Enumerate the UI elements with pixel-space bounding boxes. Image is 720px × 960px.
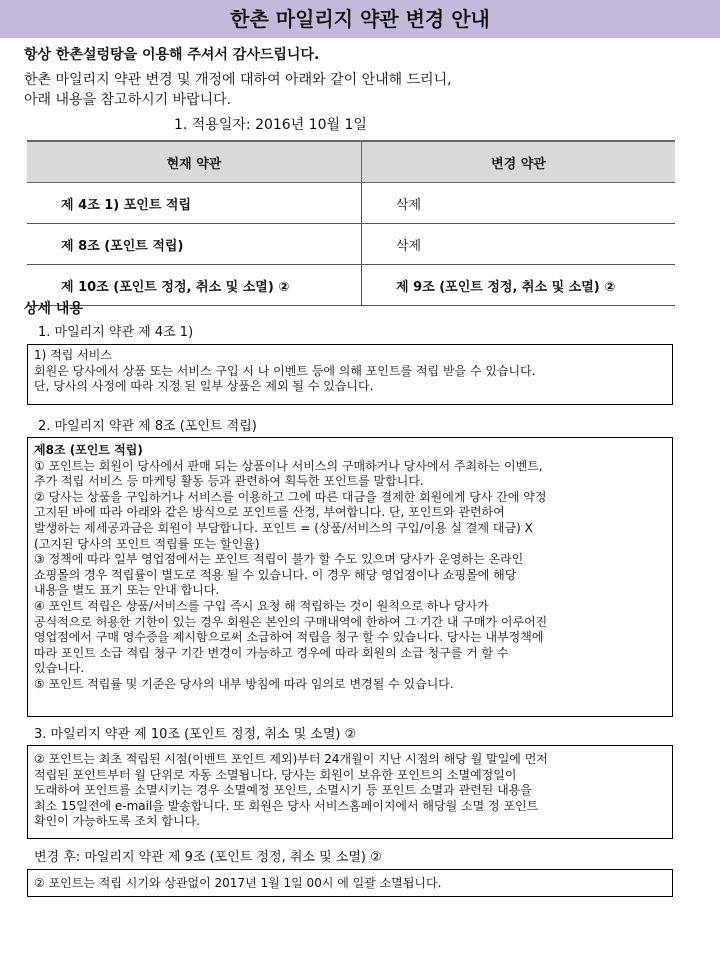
clause-line: 공식적으로 허용한 기한이 있는 경우 회원은 본인의 구매내역에 한하여 그 기간 내 구매가 이루어진 xyxy=(34,614,548,629)
clause-line: ② 당사는 상품을 구입하거나 서비스를 이용하고 그에 따른 대금을 결제한 회원에게 당사 간에 약정 xyxy=(34,489,547,504)
clause-line: 1) 적립 서비스 xyxy=(34,348,112,362)
clause-line: ⑤ 포인트 적립률 및 기준은 당사의 내부 방침에 따라 임의로 변경될 수 있습니다. xyxy=(34,676,454,691)
table-row xyxy=(27,265,675,306)
comparison-table xyxy=(27,140,675,306)
clause-line: 단, 당사의 사정에 따라 지정 된 일부 상품은 제외 될 수 있습니다. xyxy=(34,379,374,394)
table-header-row xyxy=(27,141,675,183)
changed-clause: 제 9조 (포인트 정정, 취소 및 소멸) ② xyxy=(362,265,676,306)
section-title: 2. 마일리지 약관 제 8조 (포인트 적립) xyxy=(38,419,257,434)
header-changed: 변경 약관 xyxy=(362,141,676,183)
intro-line: 한촌 마일리지 약관 변경 및 개정에 대하여 아래와 같이 안내해 드리니, xyxy=(24,72,452,88)
intro-text xyxy=(24,70,452,110)
clause-line: 내용을 별도 표기 또는 안내 합니다. xyxy=(34,583,220,598)
clause-line: ③ 정책에 따라 일부 영업점에서는 포인트 적립이 불가 할 수도 있으며 당사가 운영하는 온라인 xyxy=(34,552,524,567)
current-clause: 제 8조 (포인트 적립) xyxy=(27,224,362,265)
clause-line: ① 포인트는 회원이 당사에서 판매 되는 상품이나 서비스의 구매하거나 당사에서 주최하는 이벤트, xyxy=(34,458,543,473)
section-title: 3. 마일리지 약관 제 10조 (포인트 정정, 취소 및 소멸) ② xyxy=(34,727,357,742)
intro-line: 아래 내용을 참고하시기 바랍니다. xyxy=(24,92,232,108)
header-current: 현재 약관 xyxy=(27,141,362,183)
clause-line: 도래하여 포인트를 소멸시키는 경우 소멸예정 포인트, 소멸시기 등 포인트 소멸과 관련된 내용을 xyxy=(34,783,532,798)
clause-line: 발생하는 제세공과금은 회원이 부담합니다. 포인트 = (상품/서비스의 구입/이용 실 결제 대금) X xyxy=(34,520,533,535)
greeting: 항상 한촌설렁탕을 이용해 주셔서 감사드립니다. xyxy=(24,47,320,63)
clause-line: 최소 15일전에 e-mail을 발송합니다. 또 회원은 당사 서비스홈페이지에서 해당월 소멸 정 포인트 xyxy=(34,798,539,813)
clause-box-8 xyxy=(27,437,673,717)
changed-clause: 삭제 xyxy=(362,183,676,224)
clause-line: 있습니다. xyxy=(34,661,85,676)
table-row xyxy=(27,224,675,265)
clause-line: ② 포인트는 적립 시기와 상관없이 2017년 1월 1일 00시 에 일괄 소멸됩니다. xyxy=(34,876,442,890)
clause-line: 적립된 포인트부터 월 단위로 자동 소멸됩니다. 당사는 회원이 보유한 포인트의 소멸예정일이 xyxy=(34,767,517,782)
clause-line: ④ 포인트 적립은 상품/서비스를 구입 즉시 요청 해 적립하는 것이 원칙으로 하나 당사가 xyxy=(34,598,489,613)
clause-line: 확인이 가능하도록 조치 합니다. xyxy=(34,814,200,829)
table-row xyxy=(27,183,675,224)
clause-heading: 제8조 (포인트 적립) xyxy=(34,443,143,457)
detail-heading: 상세 내용 xyxy=(24,301,83,317)
clause-line: ② 포인트는 최초 적립된 시점(이벤트 포인트 제외)부터 24개월이 지난 시점의 해당 월 말일에 먼저 xyxy=(34,752,548,766)
section-title: 변경 후: 마일리지 약관 제 9조 (포인트 정정, 취소 및 소멸) ② xyxy=(34,850,382,865)
clause-line: 고지된 바에 따라 아래와 같은 방식으로 포인트를 산정, 부여합니다. 단, 포인트와 관련하여 xyxy=(34,505,505,520)
page-title: 한촌 마일리지 약관 변경 안내 xyxy=(0,0,720,38)
current-clause: 제 10조 (포인트 정정, 취소 및 소멸) ② xyxy=(27,265,362,306)
current-clause: 제 4조 1) 포인트 적립 xyxy=(27,183,362,224)
clause-line: 쇼핑몰의 경우 적립률이 별도로 적용 될 수 있습니다. 이 경우 해당 영업점이나 쇼핑몰에 해당 xyxy=(34,567,517,582)
clause-line: 추가 적립 서비스 등 마케팅 활동 등과 관련하여 획득한 포인트를 말합니다. xyxy=(34,474,424,489)
clause-line: 회원은 당사에서 상품 또는 서비스 구입 시 나 이벤트 등에 의해 포인트를 적립 받을 수 있습니다. xyxy=(34,363,536,378)
clause-line: 따라 포인트 소급 적립 청구 기간 변경이 가능하고 경우에 따라 회원의 소급 청구를 거 할 수 xyxy=(34,645,509,660)
clause-box-4-1 xyxy=(27,344,673,405)
clause-line: (고지된 당사의 포인트 적립률 또는 할인율) xyxy=(34,536,260,551)
clause-box-10-2 xyxy=(27,745,673,839)
section-title: 1. 마일리지 약관 제 4조 1) xyxy=(38,325,194,340)
changed-clause: 삭제 xyxy=(362,224,676,265)
clause-box-9-2 xyxy=(27,869,673,897)
effective-date: 1. 적용일자: 2016년 10월 1일 xyxy=(174,117,367,133)
clause-line: 영업점에서 구매 영수증을 제시함으로써 소급하여 적립을 청구 할 수 있습니다. 당사는 내부정책에 xyxy=(34,630,544,645)
